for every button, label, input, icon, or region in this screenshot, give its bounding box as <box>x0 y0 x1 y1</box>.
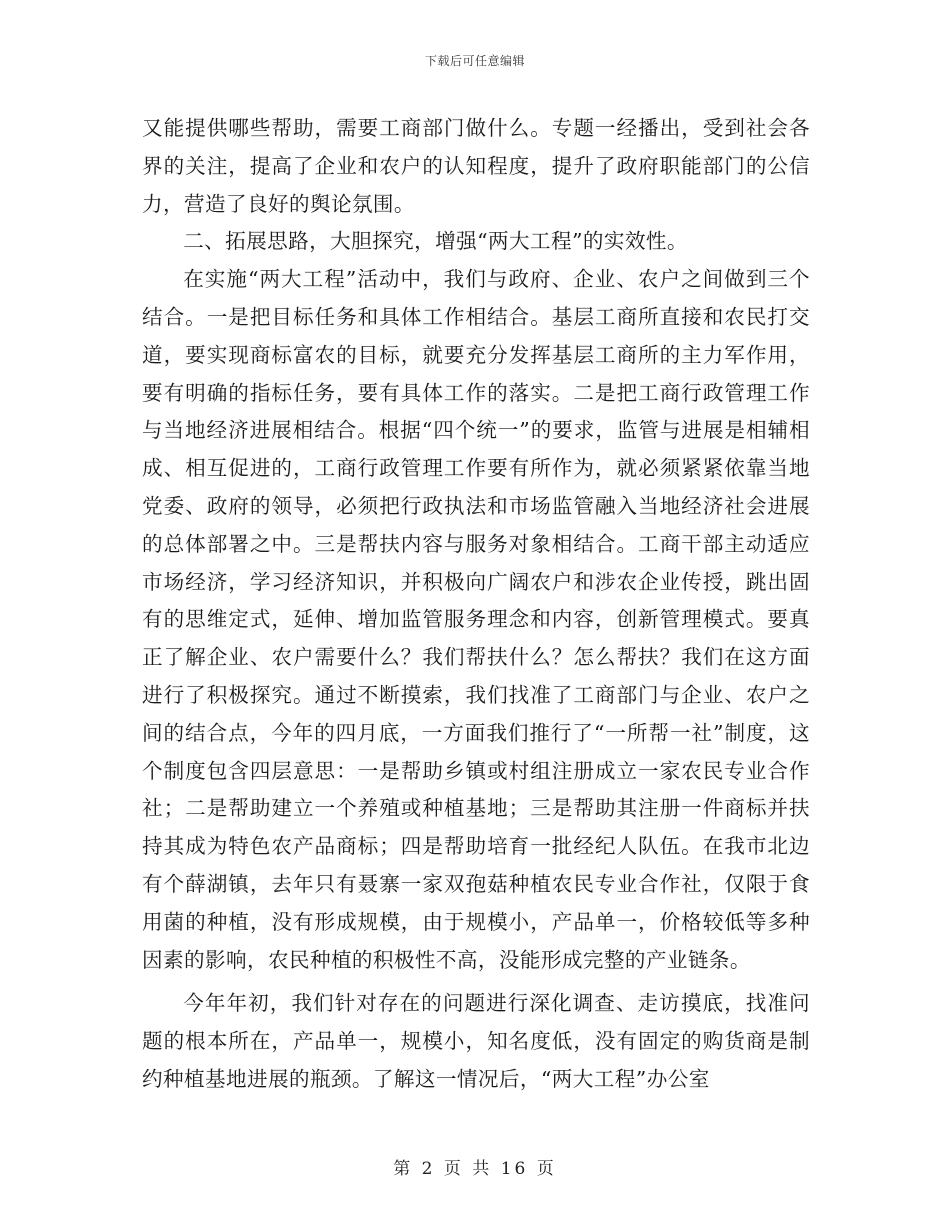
paragraph-continuation: 又能提供哪些帮助，需要工商部门做什么。专题一经播出，受到社会各界的关注，提高了企业和农户的认知程度，提升了政府职能部门的公信力，营造了良好的舆论氛围。 <box>142 116 810 216</box>
paragraph-early-this-year: 今年年初，我们针对存在的问题进行深化调查、走访摸底，找准问题的根本所在，产品单一，规模小，知名度低，没有固定的购货商是制约种植基地进展的瓶颈。了解这一情况后，“两大工程”办公室 <box>142 991 810 1091</box>
page-number: 第 2 页 共 16 页 <box>393 1159 557 1179</box>
document-body <box>142 110 810 1099</box>
page-header: 下载后可任意编辑 <box>424 54 525 68</box>
paragraph-three-combinations: 在实施“两大工程”活动中，我们与政府、企业、农户之间做到三个结合。一是把目标任务和具体工作相结合。基层工商所直接和农民打交道，要实现商标富农的目标，就要充分发挥基层工商所的主力军作用，要有明确的指标任务，要有具体工作的落实。二是把工商行政管理工作与当地经济进展相结合。根据“四个统一”的要求，监管与进展是相辅相成、相互促进的，工商行政管理工作要有所作为，就必须紧紧依靠当地党委、政府的领导，必须把行政执法和市场监管融入当地经济社会进展的总体部署之中。三是帮扶内容与服务对象相结合。工商干部主动适应市场经济，学习经济知识，并积极向广阔农户和涉农企业传授，跳出固有的思维定式，延伸、增加监管服务理念和内容，创新管理模式。要真正了解企业、农户需要什么？我们帮扶什么？怎么帮扶？我们在这方面进行了积极探究。通过不断摸索，我们找准了工商部门与企业、农户之间的结合点，今年的四月底，一方面我们推行了“一所帮一社”制度，这个制度包含四层意思：一是帮助乡镇或村组注册成立一家农民专业合作社；二是帮助建立一个养殖或种植基地；三是帮助其注册一件商标并扶持其成为特色农产品商标；四是帮助培育一批经纪人队伍。在我市北边有个薛湖镇，去年只有聂寨一家双孢菇种植农民专业合作社，仅限于食用菌的种植，没有形成规模，由于规模小，产品单一，价格较低等多种因素的影响，农民种植的积极性不高，没能形成完整的产业链条。 <box>142 267 810 972</box>
section-heading: 二、拓展思路，大胆探究，增强“两大工程”的实效性。 <box>183 229 688 254</box>
